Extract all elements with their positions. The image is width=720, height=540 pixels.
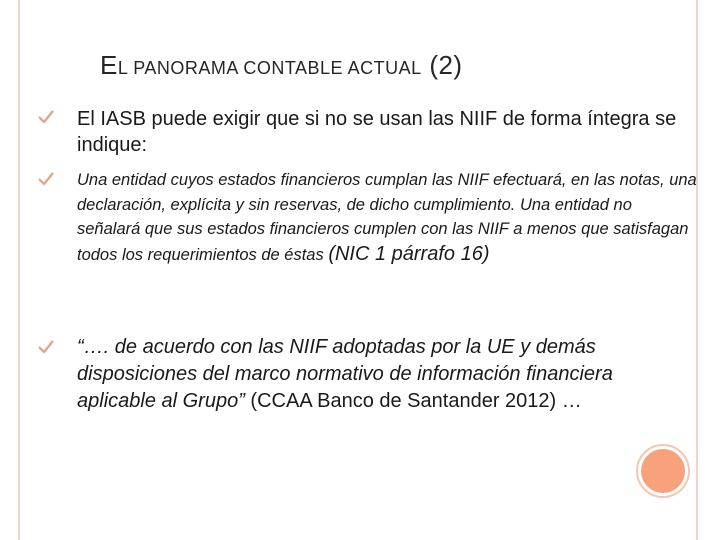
bullet-2-body: Una entidad cuyos estados financieros cumplan las NIIF efectuará, en las notas, una declaración, explícita y sin reservas, de dicho cumplimiento. Una entidad no señalará que sus estados financieros cumplen con las NIIF a menos que satisfagan todos los requerimientos de éstas bbox=[77, 171, 697, 264]
title-initial: E bbox=[100, 50, 118, 80]
bullet-1-text: El IASB puede exigir que si no se usan las NIIF de forma íntegra se indique: bbox=[77, 108, 677, 156]
title-smallcaps: L PANORAMA CONTABLE ACTUAL bbox=[117, 58, 422, 78]
checkmark-icon bbox=[38, 340, 54, 358]
checkmark-icon bbox=[38, 110, 54, 128]
decorative-circle bbox=[641, 449, 685, 493]
slide-frame bbox=[18, 0, 698, 540]
checkmark-icon bbox=[38, 172, 54, 190]
bullet-3-source: (CCAA Banco de Santander 2012) … bbox=[244, 390, 582, 412]
bullet-2-text bbox=[77, 168, 697, 267]
bullet-2-reference: (NIC 1 párrafo 16) bbox=[328, 242, 490, 265]
slide-title bbox=[100, 50, 463, 81]
bullet-3-quote: “…. de acuerdo con las NIIF adoptadas por la UE y demás disposiciones del marco normativo de información financiera aplicable al Grupo” bbox=[77, 336, 613, 412]
bullet-3-text bbox=[77, 334, 697, 415]
title-number: (2) bbox=[421, 50, 463, 80]
